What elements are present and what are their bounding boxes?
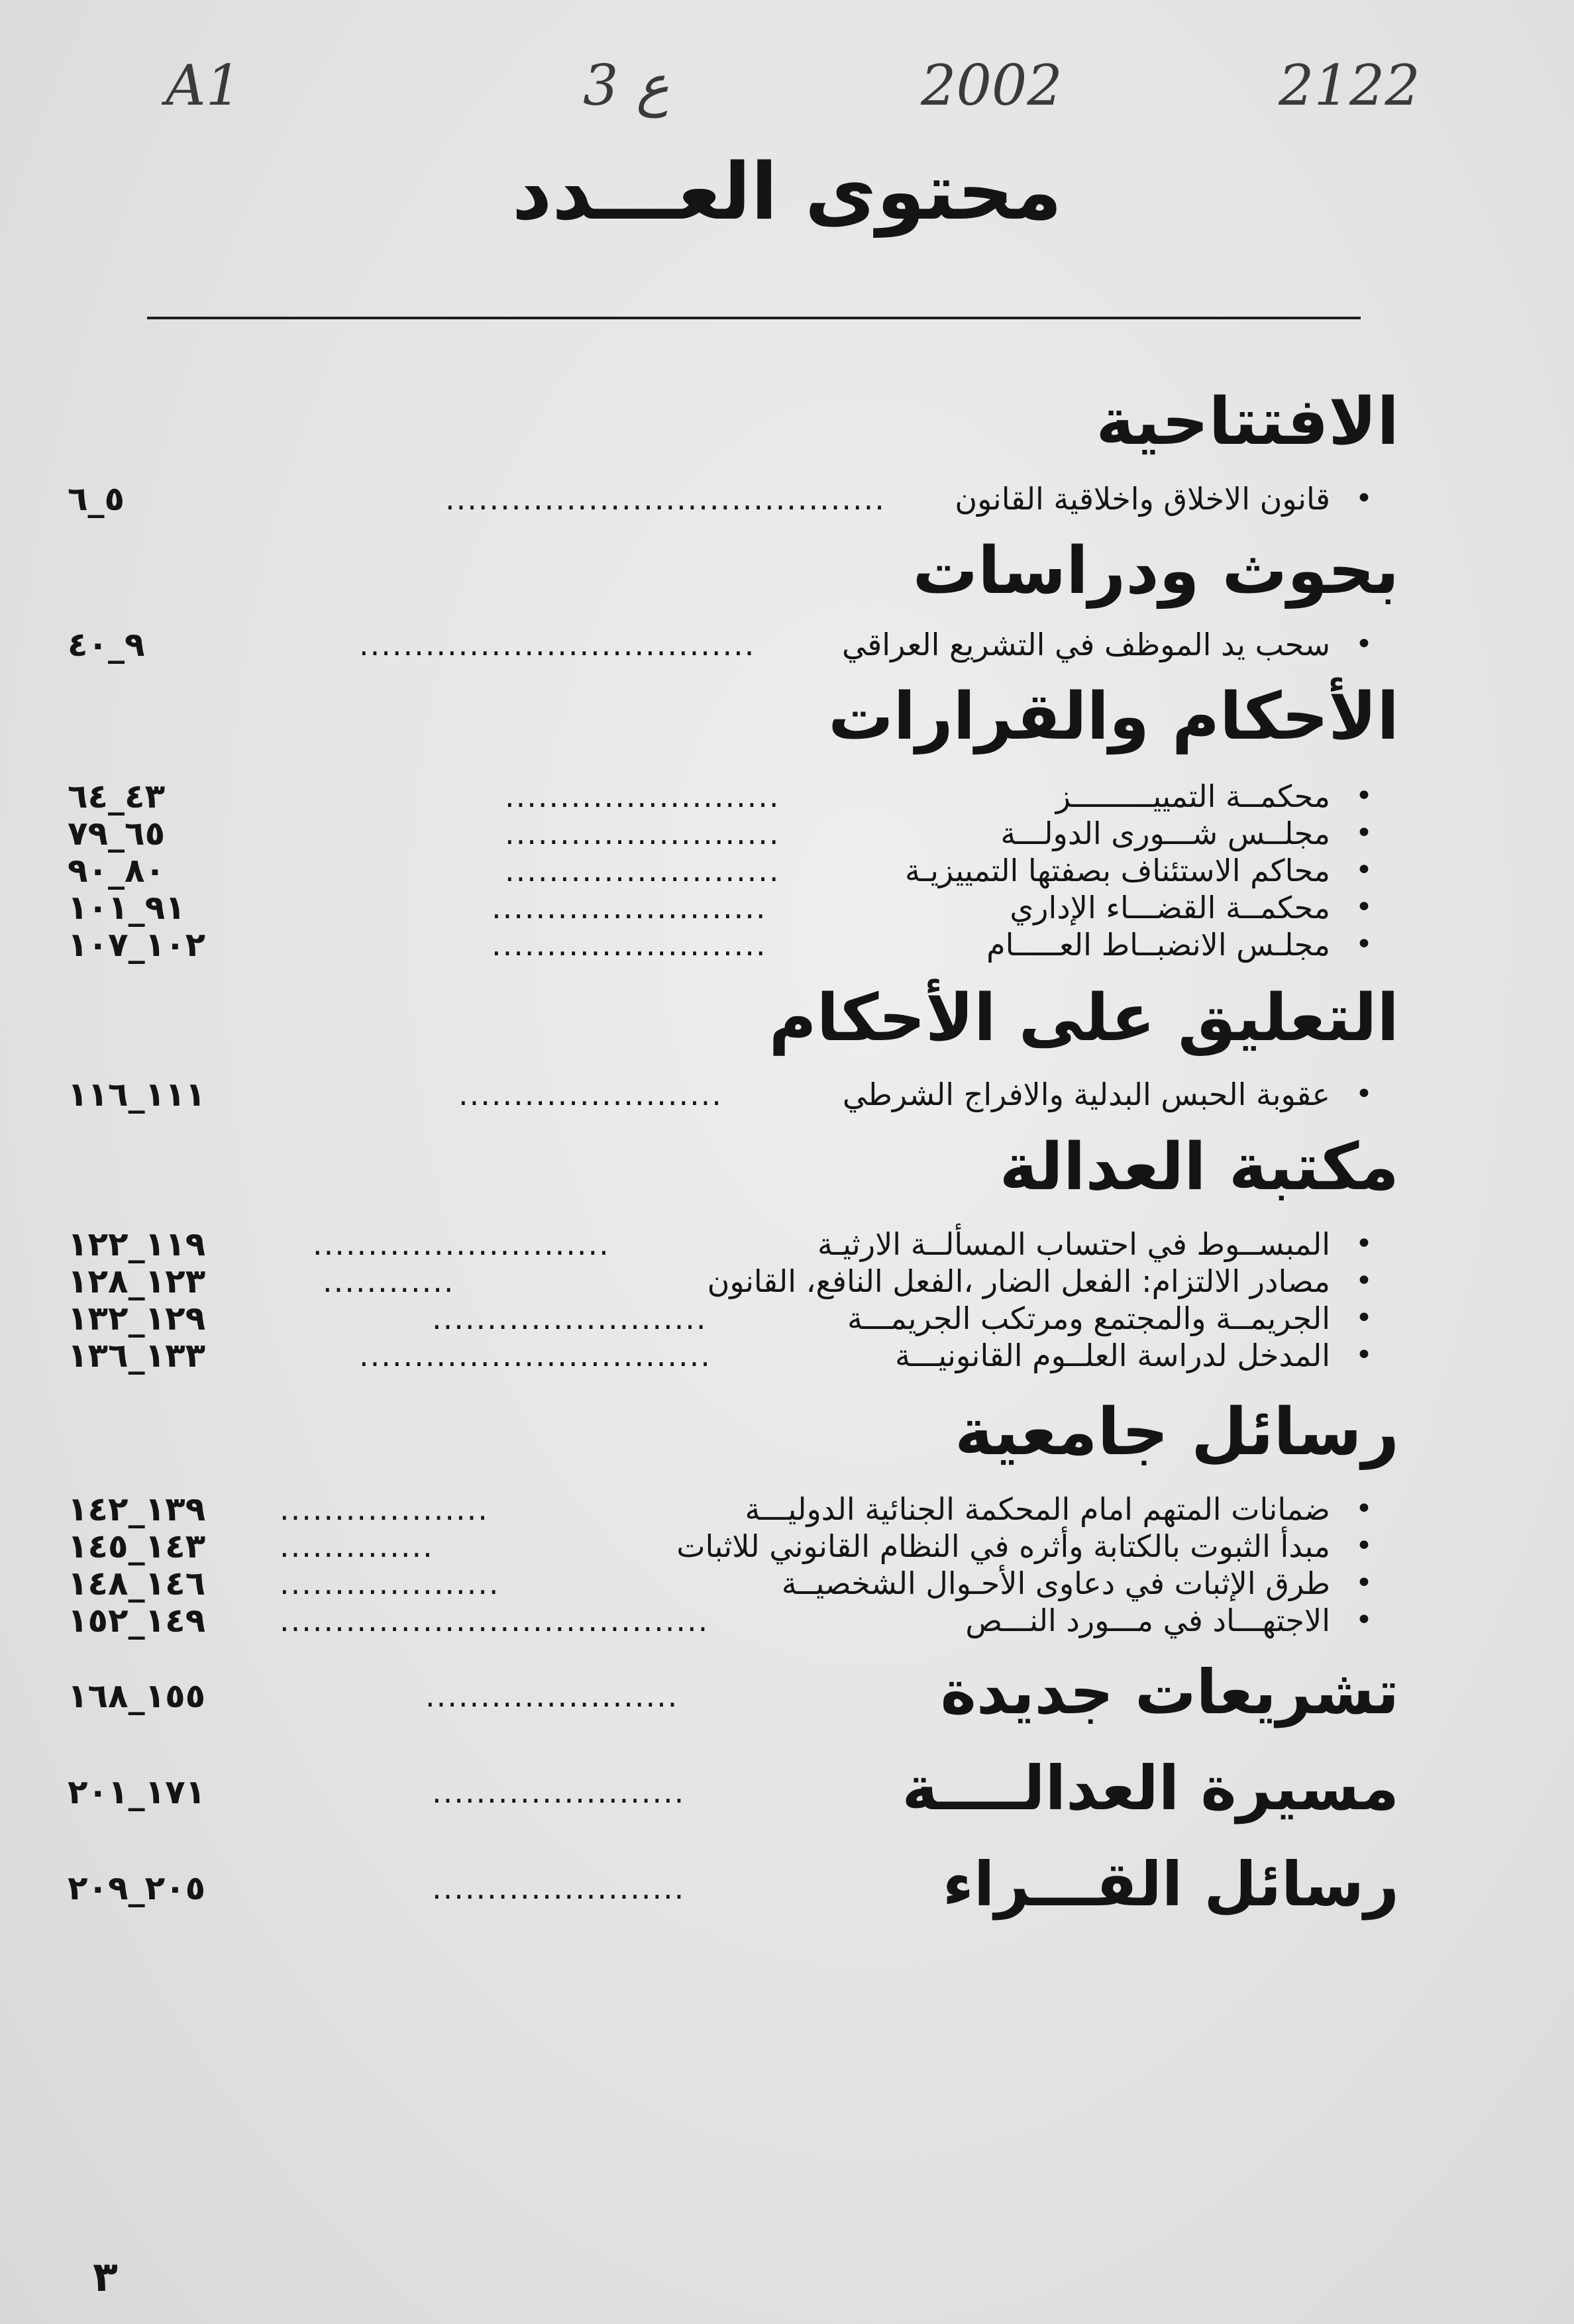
- leader-dots: ...................: [280, 1491, 489, 1527]
- toc-entry: [61, 851, 1373, 890]
- bullet: •: [1355, 1077, 1373, 1111]
- toc-entry-pages: ٥_٦: [68, 480, 125, 518]
- leader-dots: .......................: [432, 1870, 686, 1906]
- leader-dots: ................................: [359, 1338, 711, 1373]
- bullet: •: [1355, 1603, 1373, 1637]
- toc-entry-pages: ١٤٩_١٥٢: [68, 1601, 206, 1640]
- toc-entry-pages: ٩١_١٠١: [68, 888, 185, 927]
- bullet: •: [1355, 482, 1373, 515]
- toc-entry-title: مجلـس الانضبــاط العـــــام: [986, 927, 1330, 963]
- toc-entry-pages: ٦٥_٧٩: [68, 814, 166, 853]
- toc-entry-title: مصادر الالتزام: الفعل الضار ،الفعل النافع، القانون: [707, 1263, 1330, 1299]
- toc-entry-title: مسيرة العدالــــة: [902, 1753, 1399, 1824]
- toc-entry-pages: ١٣٣_١٣٦: [68, 1336, 206, 1375]
- toc-entry-pages: ١٧١_٢٠١: [68, 1773, 206, 1811]
- toc-entry-pages: ١٤٦_١٤٨: [68, 1564, 206, 1603]
- leader-dots: .......................................: [280, 1603, 709, 1638]
- leader-dots: ............: [323, 1263, 455, 1299]
- toc-entry-pages: ١١٩_١٢٢: [68, 1225, 206, 1263]
- leader-dots: .........................: [505, 853, 780, 888]
- bullet: •: [1355, 890, 1373, 924]
- leader-dots: ....................: [280, 1565, 500, 1601]
- toc-entry-pages: ٤٣_٦٤: [68, 777, 166, 816]
- toc-entry-pages: ١٠٢_١٠٧: [68, 925, 206, 964]
- bullet: •: [1355, 1492, 1373, 1526]
- toc-entry: [61, 814, 1373, 853]
- toc-entry-pages: ١٤٣_١٤٥: [68, 1527, 206, 1565]
- toc-entry-major: [61, 1752, 1399, 1825]
- leader-dots: ....................................: [359, 627, 756, 662]
- toc-entry-title: المبســوط في احتساب المسألــة الارثيـة: [817, 1226, 1330, 1262]
- section-heading-rulings: الأحكام والقرارات: [828, 679, 1399, 755]
- handwritten-note-4: 2122: [1279, 53, 1420, 118]
- toc-entry-title: الجريمــة والمجتمع ومرتكب الجريمـــة: [847, 1300, 1330, 1336]
- toc-entry-title: طرق الإثبات في دعاوى الأحـوال الشخصيــة: [781, 1565, 1330, 1601]
- toc-entry: [61, 888, 1373, 927]
- bullet: •: [1355, 927, 1373, 961]
- toc-entry-title: الاجتهـــاد في مـــورد النـــص: [965, 1603, 1330, 1638]
- section-heading-library: مكتبة العدالة: [999, 1130, 1399, 1205]
- toc-entry-title: تشريعات جديدة: [940, 1657, 1399, 1728]
- toc-entry: [61, 1224, 1373, 1264]
- toc-entry: [61, 1075, 1373, 1114]
- toc-entry-pages: ١١١_١١٦: [68, 1075, 206, 1114]
- toc-entry-title: قانون الاخلاق واخلاقية القانون: [955, 481, 1330, 517]
- toc-entry-pages: ١٣٩_١٤٢: [68, 1490, 206, 1528]
- toc-entry-title: مجلــس شـــورى الدولـــة: [1000, 816, 1330, 851]
- leader-dots: .......................: [425, 1678, 679, 1714]
- toc-entry-major: [61, 1656, 1399, 1729]
- toc-entry-pages: ٩_٤٠: [68, 625, 145, 664]
- toc-entry-title: المدخل لدراسة العلــوم القانونيـــة: [895, 1338, 1330, 1373]
- bullet: •: [1355, 816, 1373, 850]
- handwritten-note-3: 2002: [921, 53, 1063, 118]
- toc-entry: [61, 1601, 1373, 1640]
- toc-entry: [61, 1489, 1373, 1529]
- toc-entry: [61, 1563, 1373, 1603]
- leader-dots: ........................................: [445, 481, 886, 517]
- bullet: •: [1355, 1529, 1373, 1563]
- toc-entry: [61, 776, 1373, 816]
- toc-entry: [61, 1336, 1373, 1375]
- bullet: •: [1355, 1227, 1373, 1261]
- leader-dots: .......................: [432, 1774, 686, 1810]
- leader-dots: ...........................: [313, 1226, 610, 1262]
- page-title: محتوى العـــدد: [511, 146, 1063, 237]
- toc-entry: [61, 1261, 1373, 1301]
- toc-entry-title: مبدأ الثبوت بالكتابة وأثره في النظام القانوني للاثبات: [676, 1528, 1330, 1564]
- toc-entry-major: [61, 1848, 1399, 1921]
- toc-entry: [61, 1526, 1373, 1566]
- toc-entry-title: عقوبة الحبس البدلية والافراج الشرطي: [842, 1077, 1330, 1112]
- bullet: •: [1355, 1566, 1373, 1600]
- bullet: •: [1355, 853, 1373, 887]
- toc-entry-pages: ٨٠_٩٠: [68, 851, 166, 890]
- toc-entry-title: سحب يد الموظف في التشريع العراقي: [841, 627, 1330, 662]
- leader-dots: .........................: [492, 927, 767, 963]
- leader-dots: ..............: [280, 1528, 434, 1564]
- toc-entry: [61, 479, 1373, 519]
- table-of-contents: [61, 371, 1399, 2173]
- page-number: ٣: [93, 2252, 118, 2301]
- bullet: •: [1355, 627, 1373, 661]
- toc-entry: [61, 625, 1373, 664]
- section-heading-commentary: التعليق على الأحكام: [768, 980, 1399, 1056]
- toc-entry-pages: ١٢٣_١٢٨: [68, 1262, 206, 1300]
- bullet: •: [1355, 1301, 1373, 1335]
- leader-dots: ........................: [458, 1077, 723, 1112]
- toc-entry-pages: ١٥٥_١٦٨: [68, 1677, 206, 1715]
- toc-entry-title: محكمــة التمييـــــــــز: [1055, 778, 1330, 814]
- toc-entry-title: محكمــة القضـــاء الإداري: [1010, 890, 1330, 925]
- handwritten-note-2: 3 ع: [583, 53, 670, 118]
- section-heading-research: بحوث ودراسات: [912, 533, 1399, 609]
- toc-entry-title: محاكم الاستئناف بصفتها التمييزيـة: [904, 853, 1330, 888]
- toc-entry: [61, 925, 1373, 965]
- toc-entry-pages: ١٢٩_١٣٢: [68, 1299, 206, 1338]
- bullet: •: [1355, 1338, 1373, 1372]
- leader-dots: .........................: [492, 890, 767, 925]
- toc-entry-pages: ٢٠٥_٢٠٩: [68, 1869, 206, 1907]
- bullet: •: [1355, 779, 1373, 813]
- handwritten-note-1: A1: [166, 53, 242, 118]
- toc-entry-title: ضمانات المتهم امام المحكمة الجنائية الدوليـــة: [745, 1491, 1330, 1527]
- leader-dots: .........................: [432, 1300, 708, 1336]
- toc-entry-title: رسائل القـــراء: [942, 1849, 1399, 1920]
- section-heading-opening: الافتتاحية: [1096, 384, 1399, 460]
- leader-dots: .........................: [505, 816, 780, 851]
- section-heading-theses: رسائل جامعية: [955, 1395, 1399, 1470]
- toc-entry: [61, 1298, 1373, 1338]
- leader-dots: .........................: [505, 778, 780, 814]
- title-divider: [147, 317, 1361, 319]
- bullet: •: [1355, 1264, 1373, 1298]
